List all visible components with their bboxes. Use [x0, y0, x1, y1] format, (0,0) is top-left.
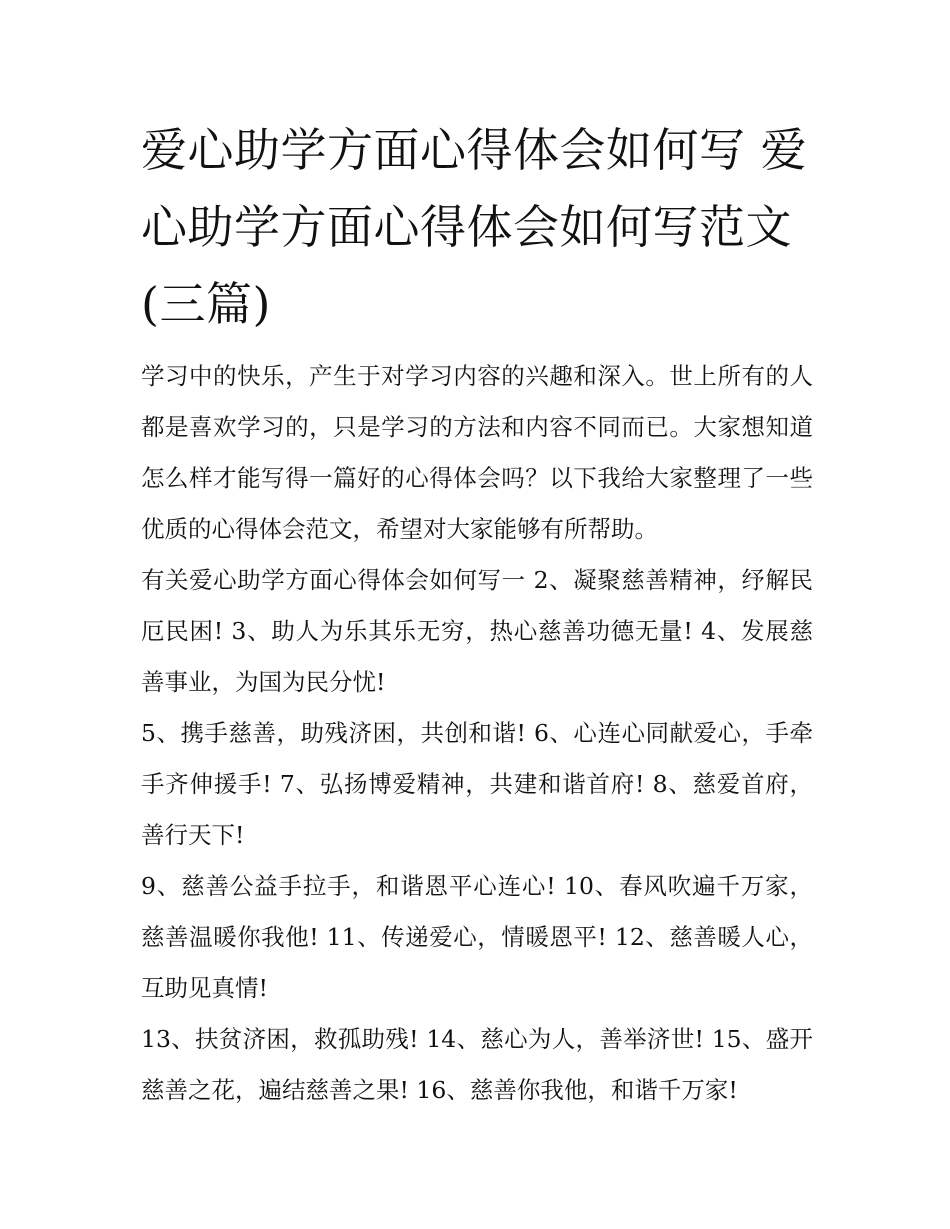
document-body — [141, 112, 813, 1116]
body-paragraph: 有关爱心助学方面心得体会如何写一 2、凝聚慈善精神，纾解民厄民困! 3、助人为乐其乐无穷，热心慈善功德无量! 4、发展慈善事业，为国为民分忧! — [141, 566, 813, 696]
intro-paragraph: 学习中的快乐，产生于对学习内容的兴趣和深入。世上所有的人都是喜欢学习的，只是学习的方法和内容不同而已。大家想知道怎么样才能写得一篇好的心得体会吗？以下我给大家整理了一些优质的心得体会范文，希望对大家能够有所帮助。 — [141, 362, 813, 543]
body-paragraph: 13、扶贫济困，救孤助残! 14、慈心为人，善举济世! 15、盛开慈善之花，遍结慈善之果! 16、慈善你我他，和谐千万家! — [141, 1025, 813, 1104]
document-title: 爱心助学方面心得体会如何写 爱心助学方面心得体会如何写范文(三篇) — [141, 123, 808, 331]
body-paragraph: 5、携手慈善，助残济困，共创和谐! 6、心连心同献爱心，手牵手齐伸援手! 7、弘扬博爱精神，共建和谐首府! 8、慈爱首府，善行天下! — [141, 719, 813, 849]
body-paragraph: 9、慈善公益手拉手，和谐恩平心连心! 10、春风吹遍千万家，慈善温暖你我他! 11、传递爱心，情暖恩平! 12、慈善暖人心，互助见真情! — [141, 872, 813, 1002]
